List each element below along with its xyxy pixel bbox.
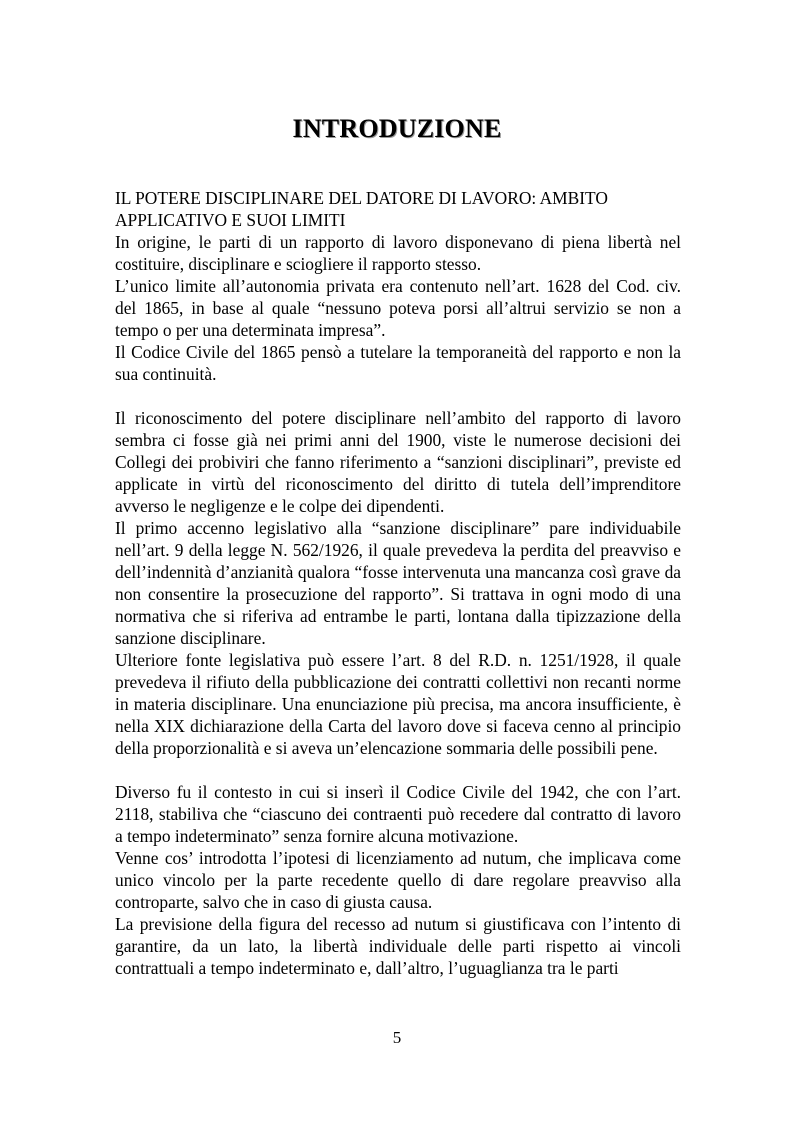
paragraph-9: La previsione della figura del recesso ad nutum si giustificava con l’intento di garantire, da un lato, la libertà individuale delle parti rispetto ai vincoli contrattuali a tempo indeterminato e, dall’altro, l’uguaglianza tra le parti [115,914,681,978]
page-number: 5 [392,1028,402,1047]
section-heading-line-2: APPLICATIVO E SUOI LIMITI [115,210,346,230]
paragraph-3: Il Codice Civile del 1865 pensò a tutelare la temporaneità del rapporto e non la sua continuità. [115,342,681,384]
section-heading-line-1: IL POTERE DISCIPLINARE DEL DATORE DI LAVORO: AMBITO [115,188,608,208]
paragraph-4: Il riconoscimento del potere disciplinare nell’ambito del rapporto di lavoro sembra ci fosse già nei primi anni del 1900, viste le numerose decisioni dei Collegi dei probiviri che fanno riferimento a “sanzioni disciplinari”, previste ed applicate in virtù del riconoscimento del diritto di tutela dell’imprenditore avverso le negligenze e le colpe dei dipendenti. [115,408,681,516]
section-heading [115,187,681,231]
paragraph-7: Diverso fu il contesto in cui si inserì il Codice Civile del 1942, che con l’art. 2118, stabiliva che “ciascuno dei contraenti può recedere dal contratto di lavoro a tempo indeterminato” senza fornire alcuna motivazione. [115,782,681,846]
paragraph-gap [115,385,681,407]
paragraph-5: Il primo accenno legislativo alla “sanzione disciplinare” pare individuabile nell’art. 9 della legge N. 562/1926, il quale prevedeva la perdita del preavviso e dell’indennità d’anzianità qualora “fosse intervenuta una mancanza così grave da non consentire la prosecuzione del rapporto”. Si trattava in ogni modo di una normativa che si riferiva ad entrambe le parti, lontana dalla tipizzazione della sanzione disciplinare. [115,518,681,648]
page-title: INTRODUZIONE [292,114,502,143]
paragraph-gap [115,759,681,781]
paragraph-6: Ulteriore fonte legislativa può essere l’art. 8 del R.D. n. 1251/1928, il quale prevedeva il rifiuto della pubblicazione dei contratti collettivi non recanti norme in materia disciplinare. Una enunciazione più precisa, ma ancora insufficiente, è nella XIX dichiarazione della Carta del lavoro dove si faceva cenno al principio della proporzionalità e si aveva un’elencazione sommaria delle possibili pene. [115,650,681,758]
paragraph-2: L’unico limite all’autonomia privata era contenuto nell’art. 1628 del Cod. civ. del 1865, in base al quale “nessuno poteva porsi all’altrui servizio se non a tempo o per una determinata impresa”. [115,276,681,340]
document-body [115,187,681,979]
paragraph-8: Venne cos’ introdotta l’ipotesi di licenziamento ad nutum, che implicava come unico vincolo per la parte recedente quello di dare regolare preavviso alla controparte, salvo che in caso di giusta causa. [115,848,681,912]
paragraph-1: In origine, le parti di un rapporto di lavoro disponevano di piena libertà nel costituire, disciplinare e sciogliere il rapporto stesso. [115,232,681,274]
